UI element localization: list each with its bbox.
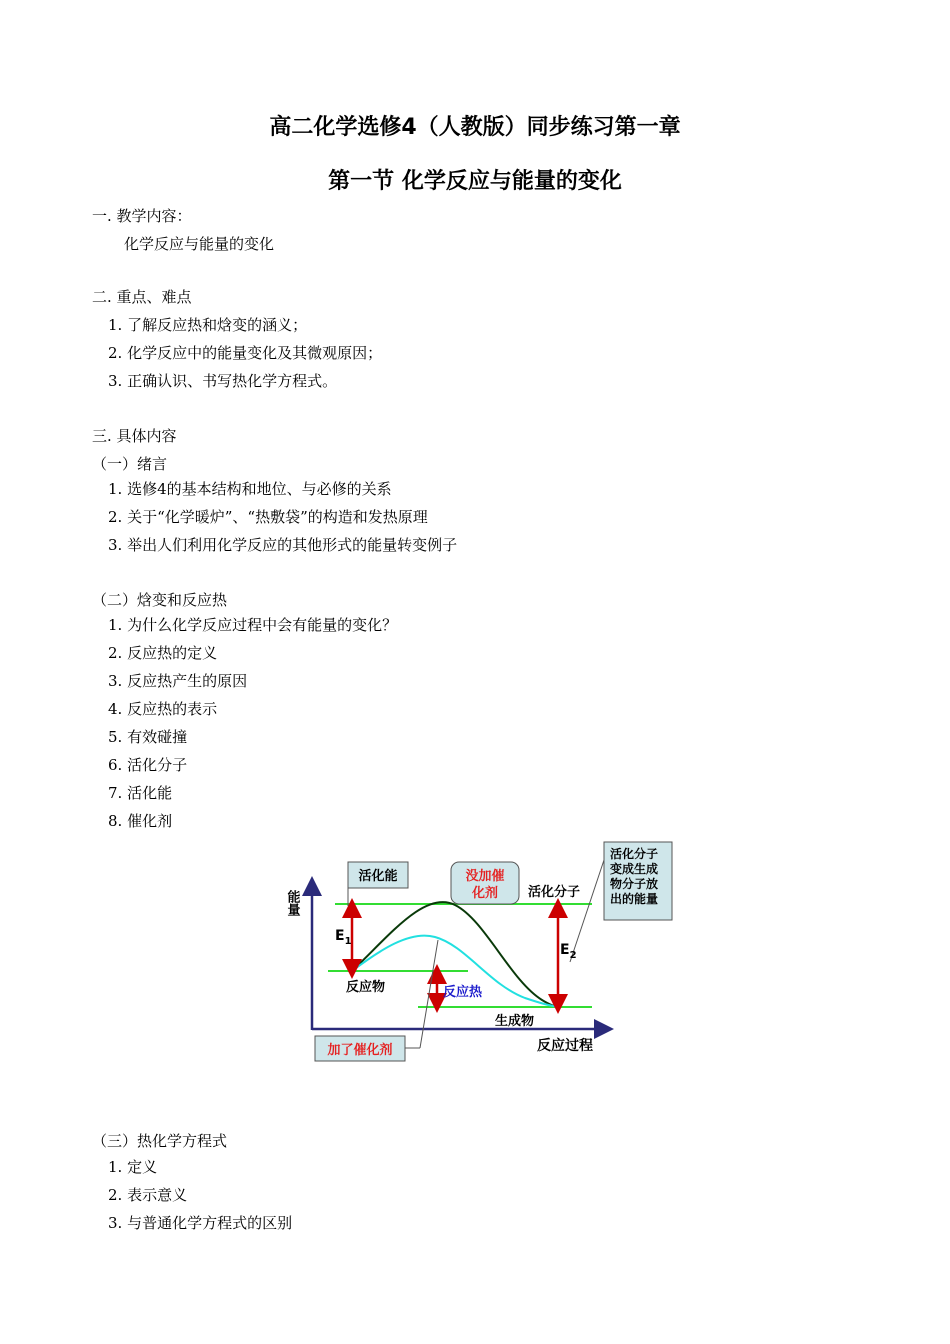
list-item: 7. 活化能 [108,784,173,802]
list-item: 6. 活化分子 [108,756,188,774]
document-subtitle: 第一节 化学反应与能量的变化 [328,169,622,194]
list-item: 4. 反应热的表示 [108,700,218,718]
section-1-heading: 一. 教学内容： [92,207,192,225]
list-item: 1. 为什么化学反应过程中会有能量的变化？ [108,616,398,634]
list-item: 2. 反应热的定义 [108,644,218,662]
subsection-3-heading: （三）热化学方程式 [92,1132,228,1150]
list-item: 2. 化学反应中的能量变化及其微观原因； [108,344,383,362]
reactant-label: 反应物 [346,980,386,995]
list-item: 1. 选修4的基本结构和地位、与必修的关系 [108,480,392,498]
list-item: 2. 表示意义 [108,1186,188,1204]
list-item: 1. 了解反应热和焓变的涵义； [108,316,308,334]
list-item: 3. 举出人们利用化学反应的其他形式的能量转变例子 [108,536,458,554]
callout-line [420,940,438,1048]
e1-label: $E_1$ [335,928,352,947]
released-energy-line-4: 出的能量 [610,892,659,906]
list-item: 5. 有效碰撞 [108,728,188,746]
no-catalyst-label-line1: 没加催 [465,869,505,884]
list-item: 3. 反应热产生的原因 [108,672,248,690]
list-item: 1. 定义 [108,1158,158,1176]
catalyst-label: 加了催化剂 [327,1043,393,1058]
document-title: 高二化学选修4（人教版）同步练习第一章 [269,115,681,140]
activation-energy-label: 活化能 [358,869,398,884]
reaction-heat-label: 反应热 [443,985,483,1000]
x-axis-label: 反应过程 [537,1038,593,1054]
section-3-heading: 三. 具体内容 [92,427,177,445]
e2-label: $E_2$ [560,942,577,961]
section-2-heading: 二. 重点、难点 [92,288,192,306]
callout-line [570,860,604,962]
subsection-1-heading: （一）绪言 [92,455,168,473]
list-item: 3. 正确认识、书写热化学方程式。 [108,372,338,390]
released-energy-line-3: 物分子放 [610,877,659,891]
list-item: 8. 催化剂 [108,812,173,830]
list-item: 3. 与普通化学方程式的区别 [108,1214,293,1232]
section-1-body: 化学反应与能量的变化 [124,235,275,253]
y-axis-label: 能量 [284,890,300,916]
product-label: 生成物 [495,1014,535,1029]
released-energy-line-2: 变成生成 [610,862,659,876]
list-item: 2. 关于“化学暖炉”、“热敷袋”的构造和发热原理 [108,508,428,526]
no-catalyst-label-line2: 化剂 [471,886,499,901]
energy-diagram [280,840,680,1070]
released-energy-line-1: 活化分子 [610,847,659,861]
subsection-2-heading: （二）焓变和反应热 [92,591,228,609]
activated-molecule-label: 活化分子 [528,885,581,900]
